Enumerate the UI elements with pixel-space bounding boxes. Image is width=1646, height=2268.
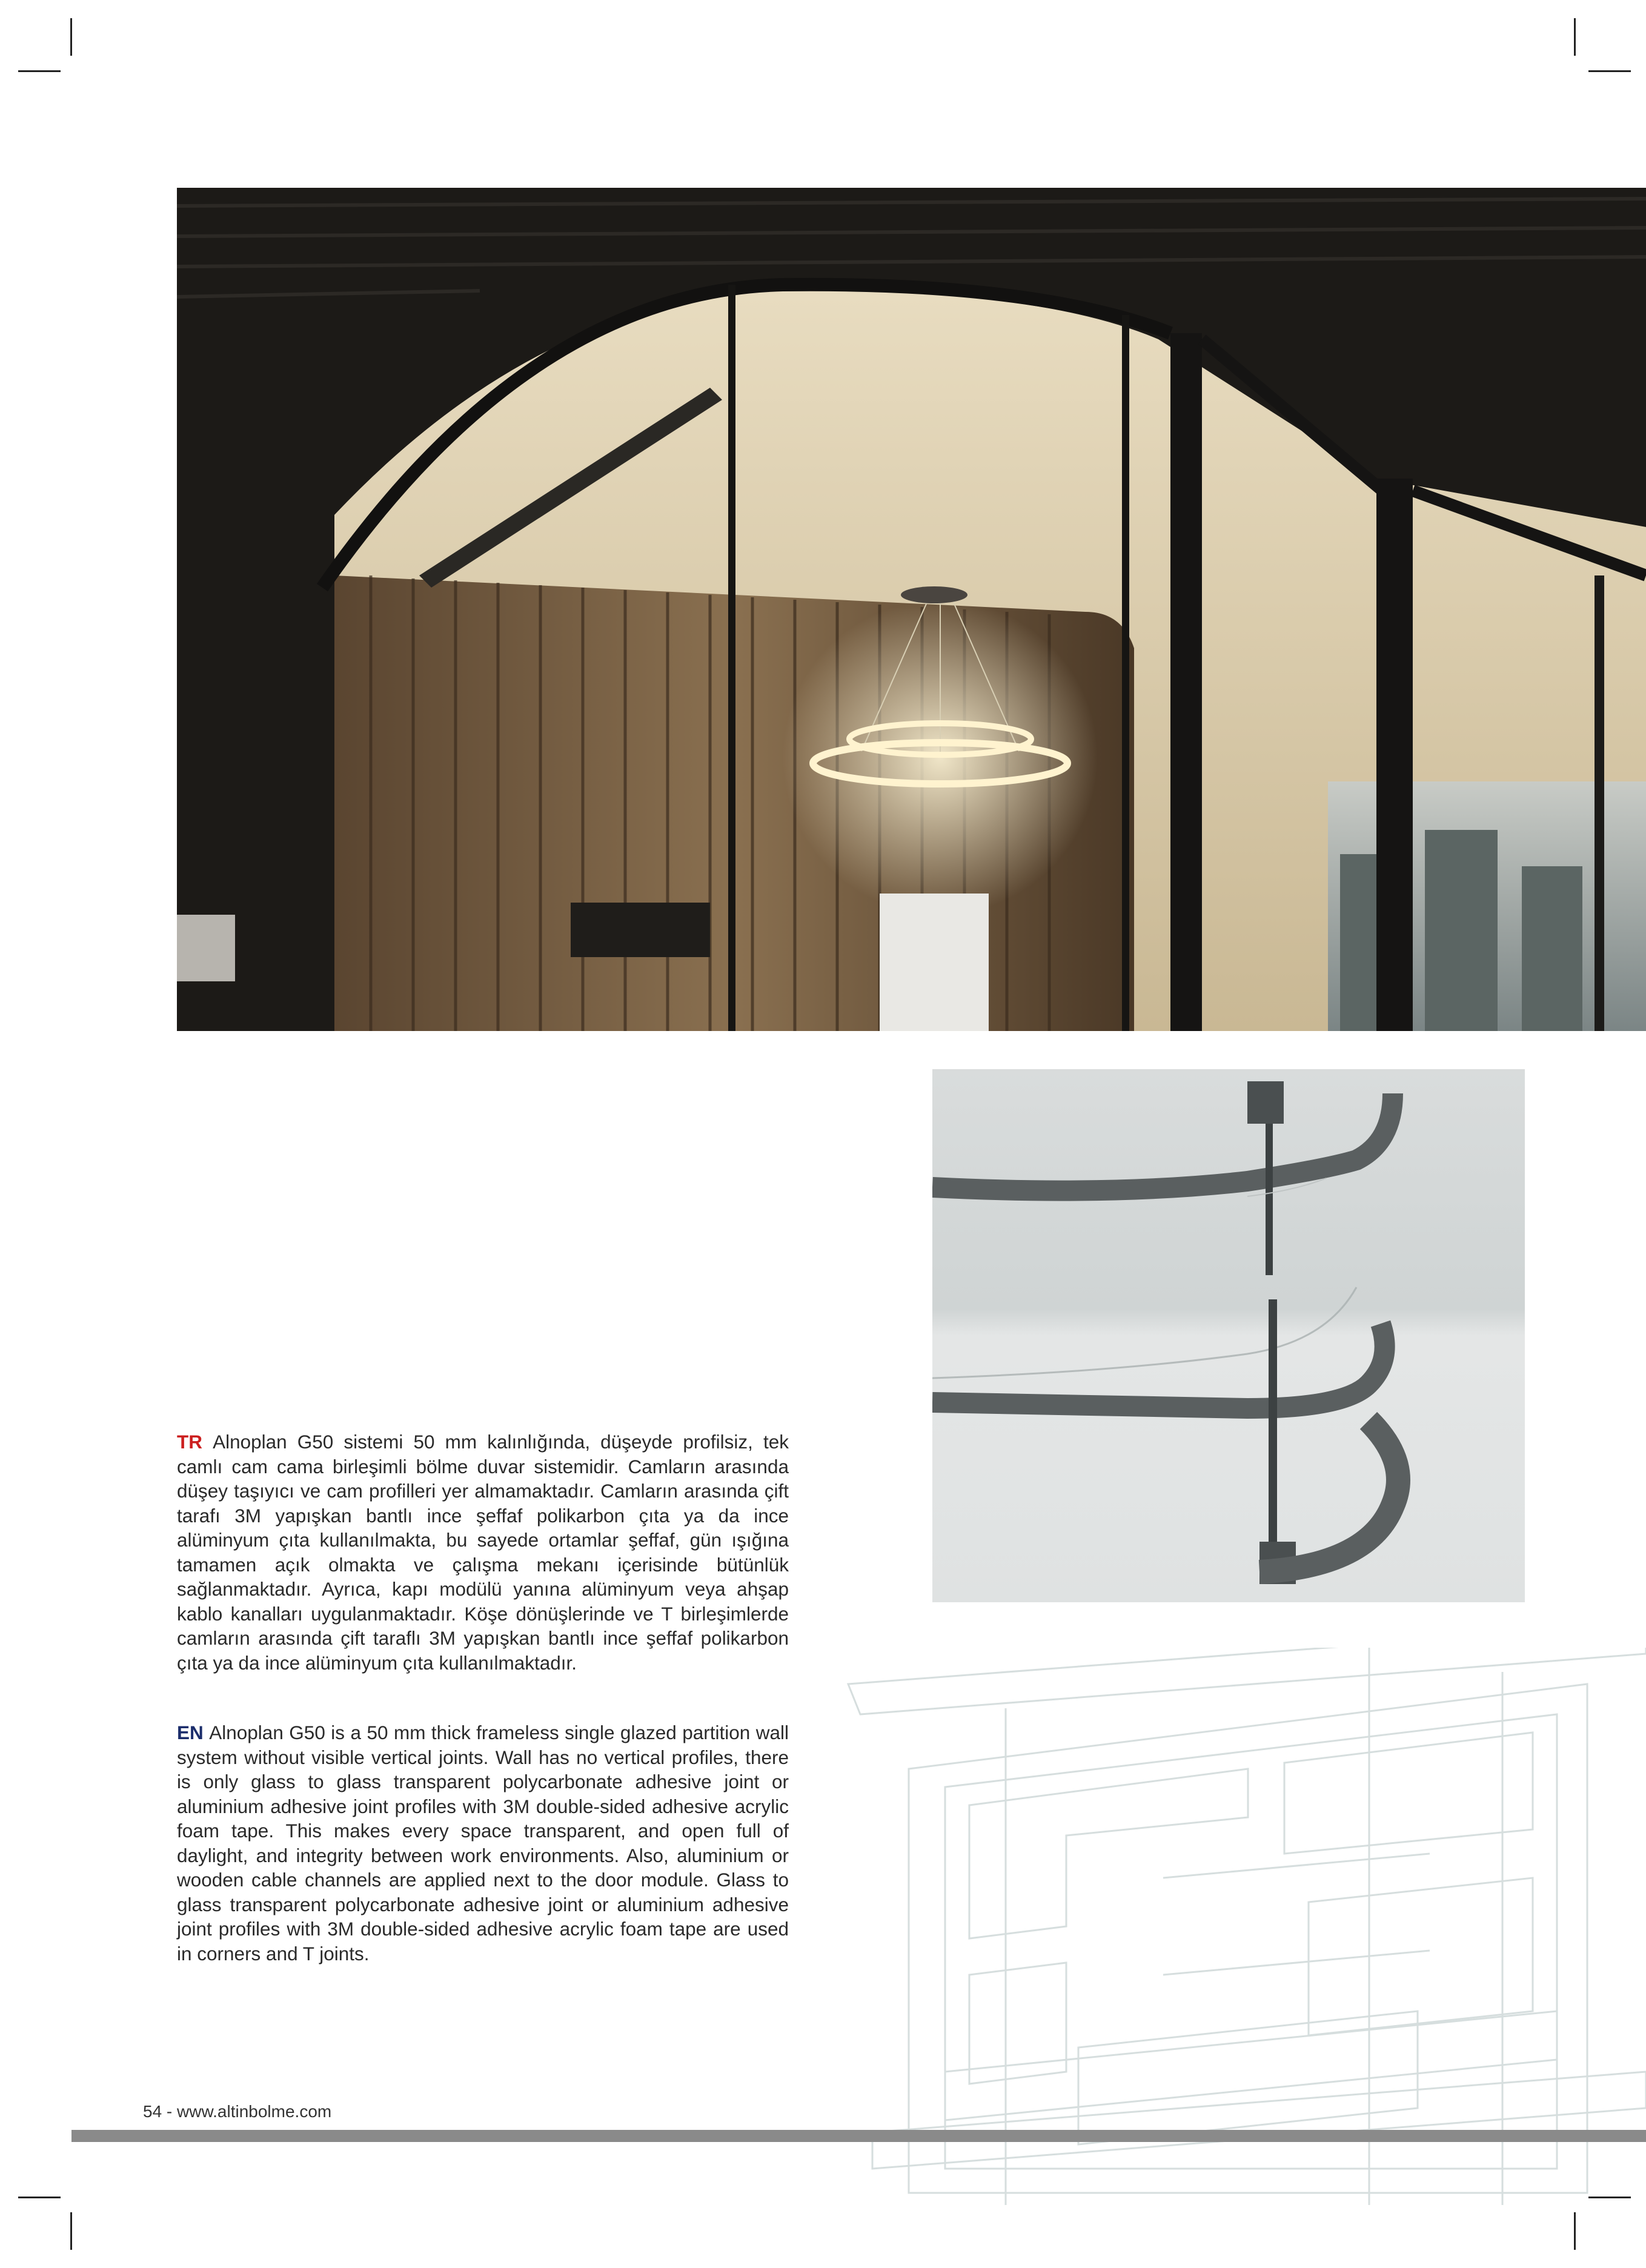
en-language-label: EN bbox=[177, 1722, 210, 1743]
crop-mark bbox=[70, 2212, 72, 2250]
crop-mark bbox=[1588, 70, 1631, 72]
tr-paragraph: Alnoplan G50 sistemi 50 mm kalınlığında, düşeyde profilsiz, tek camlı cam cama birleşimli bölme duvar sistemidir. Camların arasında düşey taşıyıcı ve cam profilleri yer almamaktadır. Camların arasında çift tarafı 3M yapışkan bantlı ince şeffaf polikarbon çıta ya da ince alüminyum çıta kullanılmakta, bu sayede ortamlar şeffaf, gün ışığına tamamen açık olmakta ve çalışma mekanı içerisinde bütünlük sağlanmaktadır. Ayrıca, kapı modülü yanına alüminyum veya ahşap kablo kanalları uygulanmaktadır. Köşe dönüşlerinde ve T birleşimlerde camların arasında çift taraflı 3M yapışkan bantlı ince şeffaf polikarbon çıta ya da ince alüminyum çıta kullanılmaktadır. bbox=[177, 1431, 789, 1674]
crop-mark bbox=[70, 18, 72, 56]
crop-mark bbox=[1574, 18, 1576, 56]
footer-bar bbox=[71, 2130, 1646, 2142]
crop-mark bbox=[18, 2197, 61, 2198]
page-footer: 54 - www.altinbolme.com bbox=[143, 2102, 332, 2121]
tr-language-label: TR bbox=[177, 1431, 213, 1453]
crop-mark bbox=[18, 70, 61, 72]
turkish-description bbox=[177, 1430, 789, 1675]
en-paragraph: Alnoplan G50 is a 50 mm thick frameless single glazed partition wall system without visible vertical joints. Wall has no vertical profiles, there is only glass to glass transparent polycarbonate adhesive joint or aluminium adhesive joint profiles with 3M double-sided adhesive acrylic foam tape. This makes every space transparent, and open full of daylight, and integrity between work environments. Also, aluminium or wooden cable channels are applied next to the door module. Glass to glass transparent polycarbonate adhesive joint or aluminium adhesive joint profiles with 3M double-sided adhesive acrylic foam tape are used in corners and T joints. bbox=[177, 1722, 789, 1965]
office-glass-partition-photo bbox=[177, 188, 1646, 1031]
crop-mark bbox=[1574, 2212, 1576, 2250]
profile-section-drawing bbox=[824, 1648, 1646, 2205]
english-description bbox=[177, 1720, 789, 1966]
curved-profile-detail-photo bbox=[932, 1069, 1525, 1602]
